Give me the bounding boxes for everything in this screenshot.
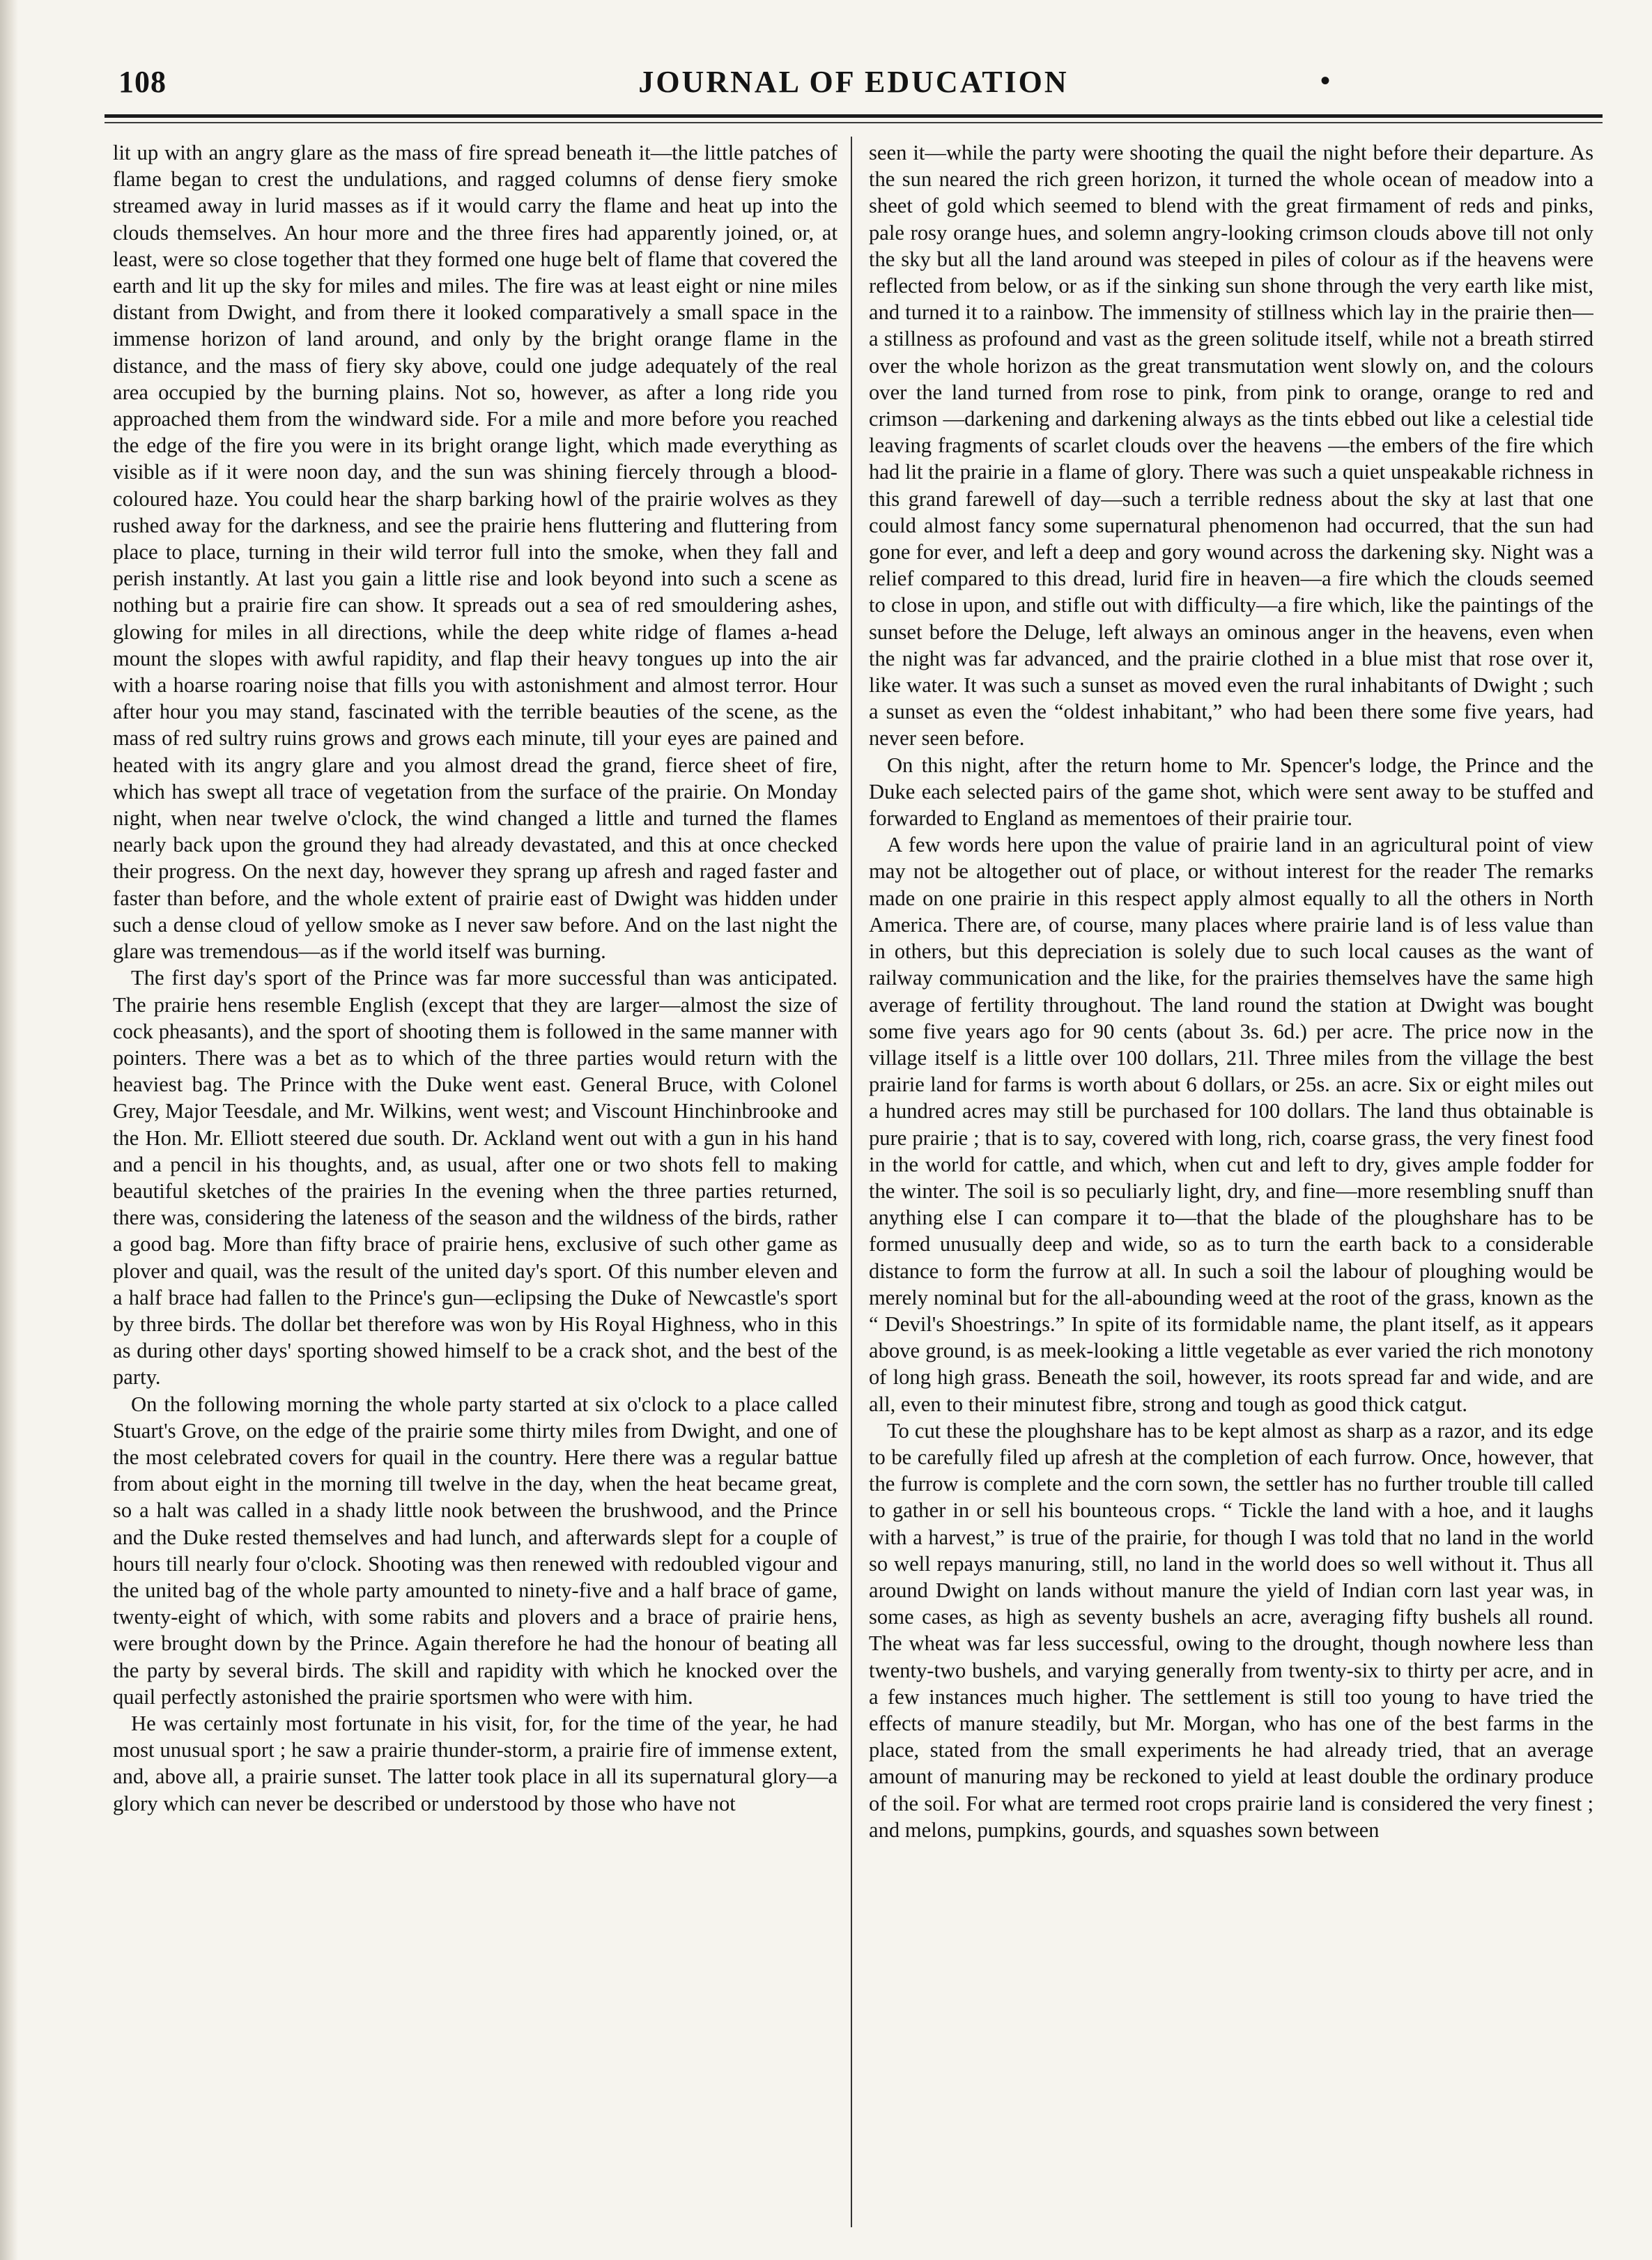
header-rule-thin [105,122,1603,123]
right-paragraph-4: To cut these the ploughshare has to be kept almost as sharp as a razor, and its edge to be carefully filed up afresh at the completion of each furrow. Once, however, that the furrow is complete and the corn sown, the settler has no further trouble till called to gather in or sell his bounteous crops. “ Tickle the land with a hoe, and it laughs with a harvest,” is true of the prairie, for though I was told that no land in the world so well repays manuring, still, no land in the world does so well without it. Thus all around Dwight on lands without manure the yield of Indian corn last year was, in some cases, as high as seventy bushels an acre, averaging fifty bushels all round. The wheat was far less successful, owing to the drought, though nowhere less than twenty-two bushels, and varying generally from twenty-six to thirty per acre, and in a few instances much higher. The settlement is still too young to have tried the effects of manure steadily, but Mr. Morgan, who has one of the best farms in the place, stated from the small experiments he had already tried, that an average amount of manuring may be reckoned to yield at least double the ordinary produce of the soil. For what are termed root crops prairie land is considered the very finest ; and melons, pumpkins, gourds, and squashes sown between [869,1418,1593,1842]
right-paragraph-3: A few words here upon the value of prairie land in an agricultural point of view may not be altogether out of place, or without interest for the reader The remarks made on one prairie in this respect apply almost equally to all the others in North America. There are, of course, many places where prairie land is of less value than in others, but this depreciation is solely due to such local causes as the want of railway communication and the like, for the prairies themselves have the same high average of fertility throughout. The land round the station at Dwight was bought some five years ago for 90 cents (about 3s. 6d.) per acre. The price now in the village itself is a little over 100 dollars, 21l. Three miles from the village the best prairie land for farms is worth about 6 dollars, or 25s. an acre. Six or eight miles out a hundred acres may still be purchased for 100 dollars. The land thus obtainable is pure prairie ; that is to say, covered with long, rich, coarse grass, the very finest food in the world for cattle, and which, when cut and left to dry, gives ample fodder for the winter. The soil is so peculiarly light, dry, and fine—more resembling snuff than anything else I can compare it to—that the blade of the ploughshare has to be formed unusually deep and wide, so as to turn the earth back to a considerable distance to form the furrow at all. In such a soil the labour of ploughing would be merely nominal but for the all-abounding weed at the root of the grass, known as the “ Devil's Shoestrings.” In spite of its formidable name, the plant itself, as it appears above ground, is as meek-looking a little vegetable as ever varied the rich monotony of long high grass. Beneath the soil, however, its roots spread far and wide, and are all, even to their minutest fibre, strong and tough as good thick catgut. [869,833,1593,1416]
right-column [869,139,1593,2220]
left-paragraph-3: On the following morning the whole party started at six o'clock to a place called Stuart's Grove, on the edge of the prairie some thirty miles from Dwight, and one of the most celebrated covers for quail in the country. Here there was a regular battue from about eight in the morning till twelve in the day, when the heat became great, so a halt was called in a shady little nook between the brushwood, and the Prince and the Duke rested themselves and had lunch, and afterwards slept for a couple of hours till nearly four o'clock. Shooting was then renewed with redoubled vigour and the united bag of the whole party amounted to ninety-five and a half brace of game, twenty-eight of which, with some rabits and plovers and a brace of prairie hens, were brought down by the Prince. Again therefore he had the honour of beating all the party by several birds. The skill and rapidity with which he knocked over the quail perfectly astonished the prairie sportsmen who were with him. [113,1392,837,1709]
page-header [105,54,1603,110]
right-paragraph-1: seen it—while the party were shooting the quail the night before their departure. As the sun neared the rich green horizon, it turned the whole ocean of meadow into a sheet of gold which seemed to blend with the great firmament of reds and pinks, pale rosy orange hues, and solemn angry-looking crimson clouds above till not only the sky but all the land around was steeped in piles of colour as if the heavens were reflected from below, or as if the sinking sun shone through the very earth like mist, and turned it to a rainbow. The immensity of stillness which lay in the prairie then—a stillness as profound and vast as the green solitude itself, while not a breath stirred over the whole horizon as the great transmutation went slowly on, and the colours over the land turned from rose to pink, from pink to orange, orange to red and crimson —darkening and darkening always as the tints ebbed out like a celestial tide leaving fragments of scarlet clouds over the heavens —the embers of the fire which had lit the prairie in a flame of glory. There was such a quiet unspeakable richness in this grand farewell of day—such a terrible redness about the sky at last that one could almost fancy some supernatural phenomenon had occurred, that the sun had gone for ever, and left a deep and gory wound across the darkening sky. Night was a relief compared to this dread, lurid fire in heaven—a fire which the clouds seemed to close in upon, and stifle out with difficulty—a fire which, like the paintings of the sunset before the Deluge, left always an ominous anger in the heavens, even when the night was far advanced, and the prairie clothed in a blue mist that rose over it, like water. It was such a sunset as moved even the rural inhabitants of Dwight ; such a sunset as even the “oldest inhabitant,” who had been there some five years, had never seen before. [869,141,1593,751]
left-paragraph-2: The first day's sport of the Prince was far more successful than was anticipated. The prairie hens resemble English (except that they are larger—almost the size of cock pheasants), and the sport of shooting them is followed in the same manner with pointers. There was a bet as to which of the three parties would return with the heaviest bag. The Prince with the Duke went east. General Bruce, with Colonel Grey, Major Teesdale, and Mr. Wilkins, went west; and Viscount Hinchinbrooke and the Hon. Mr. Elliott steered due south. Dr. Ackland went out with a gun in his hand and a pencil in his thoughts, and, as usual, after one or two shots fell to making beautiful sketches of the prairies In the evening when the three parties returned, there was, considering the lateness of the season and the wildness of the birds, rather a good bag. More than fifty brace of prairie hens, exclusive of such other game as plover and quail, was the result of the united day's sport. Of this number eleven and a half brace had fallen to the Prince's gun—eclipsing the Duke of Newcastle's sport by three birds. The dollar bet therefore was won by His Royal Highness, who in this as during other days' sporting showed himself to be a crack shot, and the best of the party. [113,966,837,1390]
left-paragraph-4: He was certainly most fortunate in his visit, for, for the time of the year, he had most unusual sport ; he saw a prairie thunder-storm, a prairie fire of immense extent, and, above all, a prairie sunset. The latter took place in all its supernatural glory—a glory which can never be described or understood by those who have not [113,1711,837,1815]
page-binding-edge [0,0,18,2260]
header-rule-thick [105,114,1603,118]
column-divider [851,137,852,2227]
header-mark: • [1320,65,1331,96]
left-paragraph-1: lit up with an angry glare as the mass of fire spread beneath it—the little patches of flame began to crest the undulations, and ragged columns of dense fiery smoke streamed away in lurid masses as if it would carry the flame and heat up into the clouds themselves. An hour more and the three fires had apparently joined, or, at least, were so close together that they formed one huge belt of flame that covered the earth and lit up the sky for miles and miles. The fire was at least eight or nine miles distant from Dwight, and from there it looked comparatively a small space in the immense horizon of land around, and only by the bright orange flame in the distance, and the mass of fiery sky above, could one judge adequately of the real area occupied by the burning plains. Not so, however, as after a long ride you approached them from the windward side. For a mile and more before you reached the edge of the fire you were in its bright orange light, which made everything as visible as if it were noon day, and the sun was shining fiercely through a blood-coloured haze. You could hear the sharp barking howl of the prairie wolves as they rushed away for the darkness, and see the prairie hens fluttering and fluttering from place to place, turning in their wild terror full into the smoke, when they fall and perish instantly. At last you gain a little rise and look beyond into such a scene as nothing but a prairie fire can show. It spreads out a sea of red smouldering ashes, glowing for miles in all directions, while the deep white ridge of flames a-head mount the slopes with awful rapidity, and flap their heavy tongues up into the air with a hoarse roaring noise that fills you with astonishment and almost terror. Hour after hour you may stand, fascinated with the terrible beauties of the scene, as the mass of red sultry ruins grows and grows each minute, till your eyes are pained and heated with its angry glare and you almost dread the grand, fierce sheet of fire, which has swept all trace of vegetation from the surface of the prairie. On Monday night, when near twelve o'clock, the wind changed a little and turned the flames nearly back upon the ground they had already devastated, and this at once checked their progress. On the next day, however they sprang up afresh and raged faster and faster than before, and the whole extent of prairie east of Dwight was hidden under such a dense cloud of yellow smoke as I never saw before. And on the last night the glare was tremendous—as if the world itself was burning. [113,141,837,964]
right-paragraph-2: On this night, after the return home to Mr. Spencer's lodge, the Prince and the Duke each selected pairs of the game shot, which were sent away to be stuffed and forwarded to England as mementoes of their prairie tour. [869,753,1593,831]
page-number: 108 [118,65,167,99]
journal-title: JOURNAL OF EDUCATION [638,65,1069,99]
left-column [113,139,837,2220]
